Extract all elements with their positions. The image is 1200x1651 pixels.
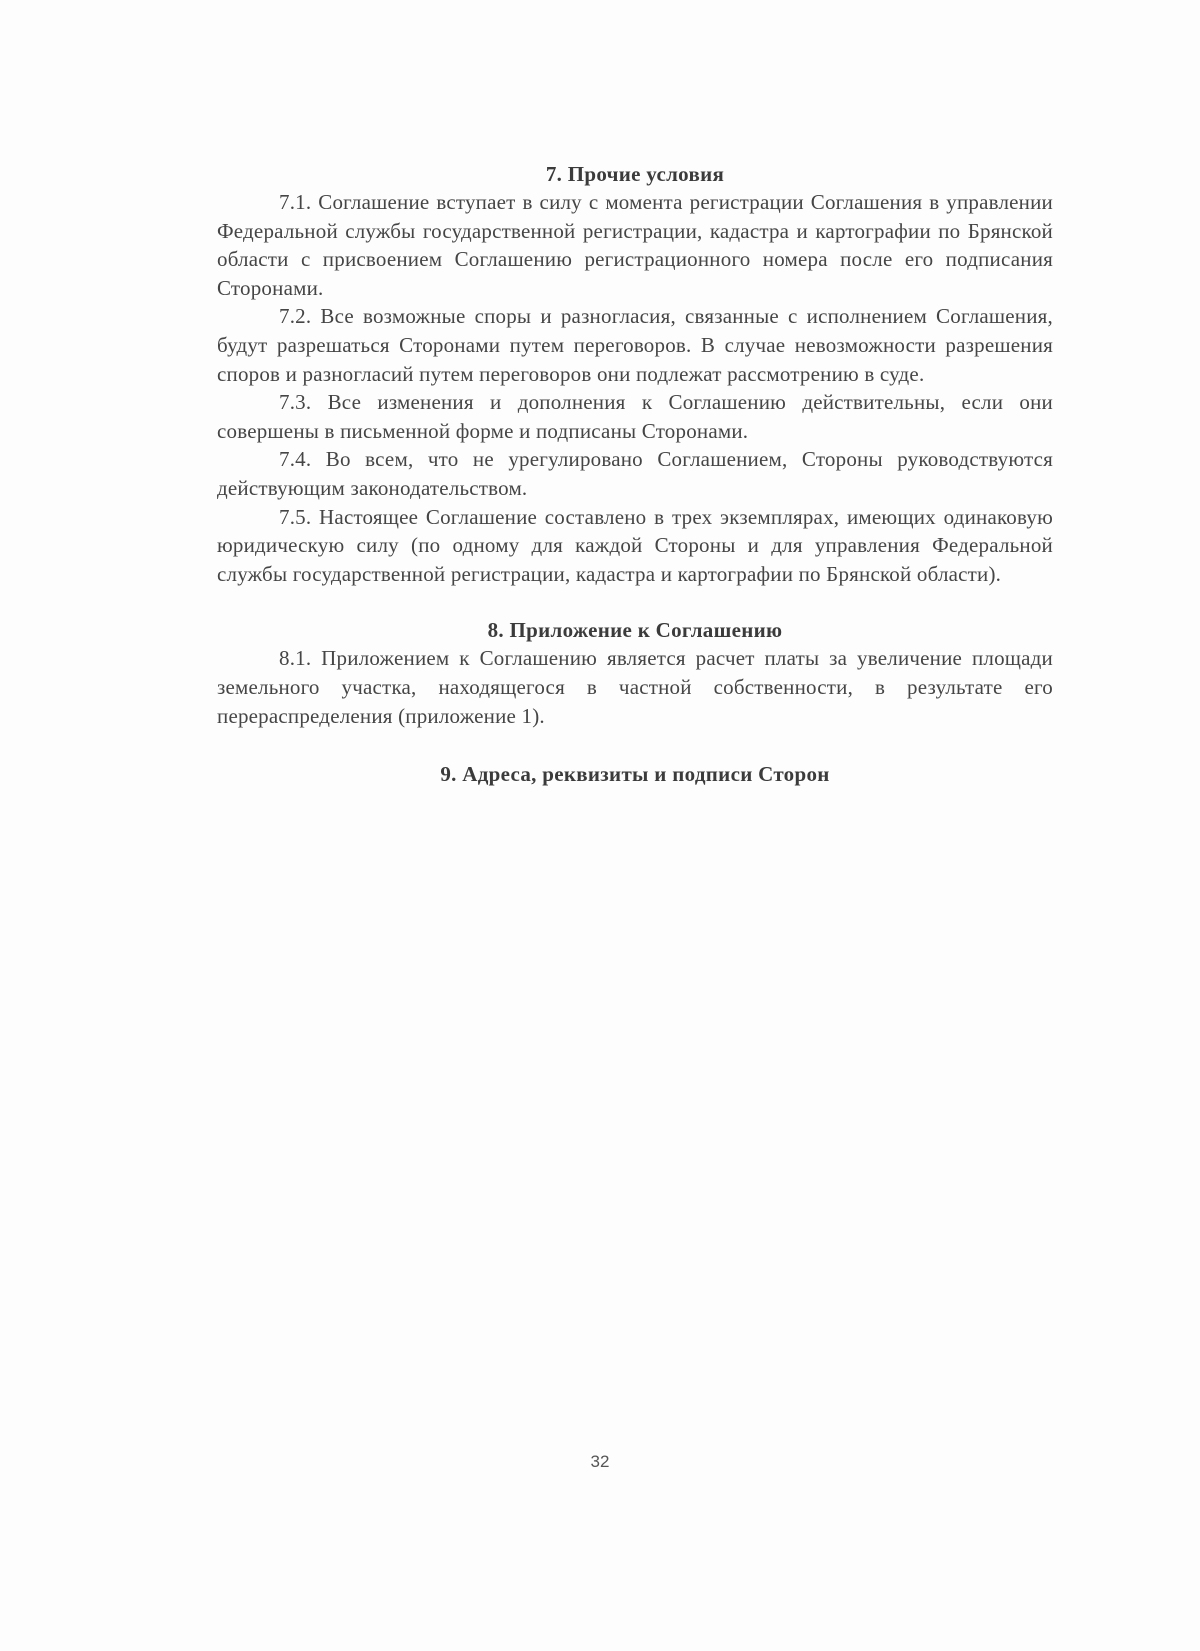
paragraph-7-5: 7.5. Настоящее Соглашение составлено в трех экземплярах, имеющих одинаковую юридическую силу (по одному для каждой Стороны и для управления Федеральной службы государственной регистрации, кадастра и картографии по Брянской области).	[217, 504, 1053, 586]
section-9-title: 9. Адреса, реквизиты и подписи Сторон	[440, 762, 830, 787]
section-8-title: 8. Приложение к Соглашению	[487, 618, 783, 643]
paragraph-7-1: 7.1. Соглашение вступает в силу с момента регистрации Соглашения в управлении Федеральной службы государственной регистрации, кадастра и картографии по Брянской области с присвоением Соглашению регистрационного номера после его подписания Сторонами.	[217, 190, 1053, 300]
paragraph-7-3: 7.3. Все изменения и дополнения к Соглашению действительны, если они совершены в письменной форме и подписаны Сторонами.	[217, 390, 1053, 443]
section-7-title: 7. Прочие условия	[545, 162, 725, 186]
paragraph-7-4: 7.4. Во всем, что не урегулировано Соглашением, Стороны руководствуются действующим законодательством.	[217, 447, 1053, 500]
page-number: 32	[590, 1452, 610, 1471]
document-body	[217, 160, 1053, 788]
paragraph-8-1: 8.1. Приложением к Соглашению является расчет платы за увеличение площади земельного участка, находящегося в частной собственности, в результате его перераспределения (приложение 1).	[217, 646, 1053, 728]
paragraph-7-2: 7.2. Все возможные споры и разногласия, связанные с исполнением Соглашения, будут разрешаться Сторонами путем переговоров. В случае невозможности разрешения споров и разногласий путем переговоров они подлежат рассмотрению в суде.	[217, 304, 1053, 386]
